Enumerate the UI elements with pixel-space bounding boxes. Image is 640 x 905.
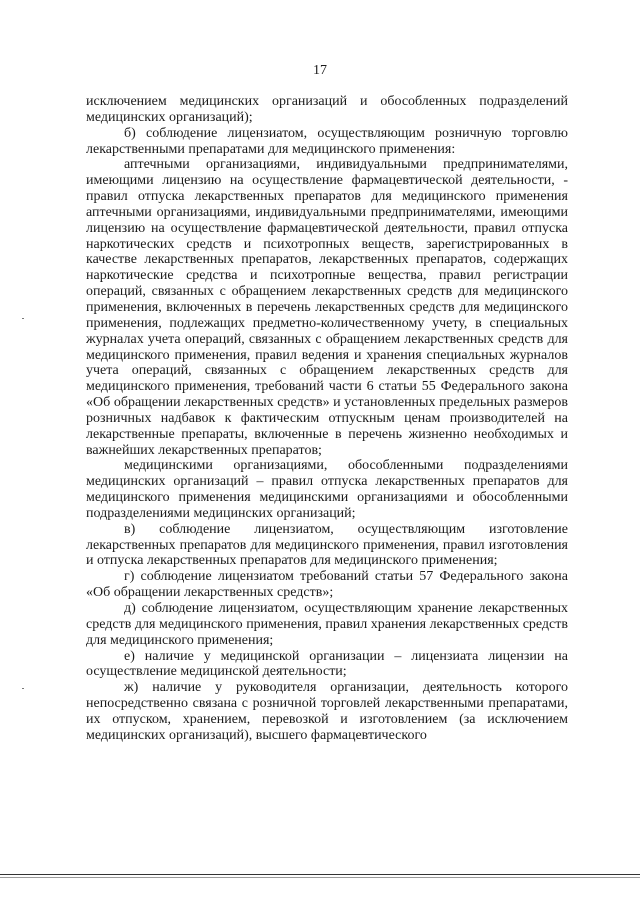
scan-speck bbox=[22, 318, 24, 319]
scan-speck bbox=[22, 688, 24, 689]
scan-edge-line bbox=[0, 874, 640, 875]
document-body bbox=[86, 94, 568, 744]
paragraph-pharmacies: аптечными организациями, индивидуальными предпринимателями, имеющими лицензию на осуществление фармацевтической деятельности, - правил отпуска лекарственных препаратов для медицинского применения аптечными организациями, индивидуальными предпринимателями, имеющими лицензию на осуществление фармацевтической деятельности, правил отпуска наркотических средств и психотропных веществ, зарегистрированных в качестве лекарственных препаратов, лекарственных препаратов, содержащих наркотические средства и психотропные вещества, правил регистрации операций, связанных с обращением лекарственных средств для медицинского применения, включенных в перечень лекарственных средств для медицинского применения, подлежащих предметно-количественному учету, в специальных журналах учета операций, связанных с обращением лекарственных средств для медицинского применения, правил ведения и хранения специальных журналов учета операций, связанных с обращением лекарственных средств для медицинского применения, требований части 6 статьи 55 Федерального закона «Об обращении лекарственных средств» и установленных предельных размеров розничных надбавок к фактическим отпускным ценам производителей на лекарственные препараты, включенные в перечень жизненно необходимых и важнейших лекарственных препаратов; bbox=[86, 157, 568, 458]
paragraph-item-v: в) соблюдение лицензиатом, осуществляющим изготовление лекарственных препаратов для медицинского применения, правил изготовления и отпуска лекарственных препаратов для медицинского применения; bbox=[86, 521, 568, 569]
page-number: 17 bbox=[313, 63, 327, 78]
paragraph-medical-organizations: медицинскими организациями, обособленными подразделениями медицинских организаций – правил отпуска лекарственных препаратов для медицинского применения медицинскими организациями и обособленными подразделениями медицинских организаций; bbox=[86, 458, 568, 521]
paragraph-1: исключением медицинских организаций и обособленных подразделений медицинских организаций); bbox=[86, 94, 568, 125]
paragraph-item-e: е) наличие у медицинской организации – лицензиата лицензии на осуществление медицинской деятельности; bbox=[86, 648, 568, 680]
paragraph-item-d: д) соблюдение лицензиатом, осуществляющим хранение лекарственных средств для медицинского применения, правил хранения лекарственных средств для медицинского применения; bbox=[86, 601, 568, 648]
paragraph-item-zh: ж) наличие у руководителя организации, деятельность которого непосредственно связана с розничной торговлей лекарственными препаратами, их отпуском, хранением, перевозкой и изготовлением (за исключением медицинских организаций), высшего фармацевтического bbox=[86, 680, 568, 743]
scan-edge-line bbox=[0, 877, 640, 878]
paragraph-item-b: б) соблюдение лицензиатом, осуществляющим розничную торговлю лекарственными препаратами для медицинского применения: bbox=[86, 125, 568, 157]
paragraph-item-g: г) соблюдение лицензиатом требований статьи 57 Федерального закона «Об обращении лекарственных средств»; bbox=[86, 569, 568, 601]
